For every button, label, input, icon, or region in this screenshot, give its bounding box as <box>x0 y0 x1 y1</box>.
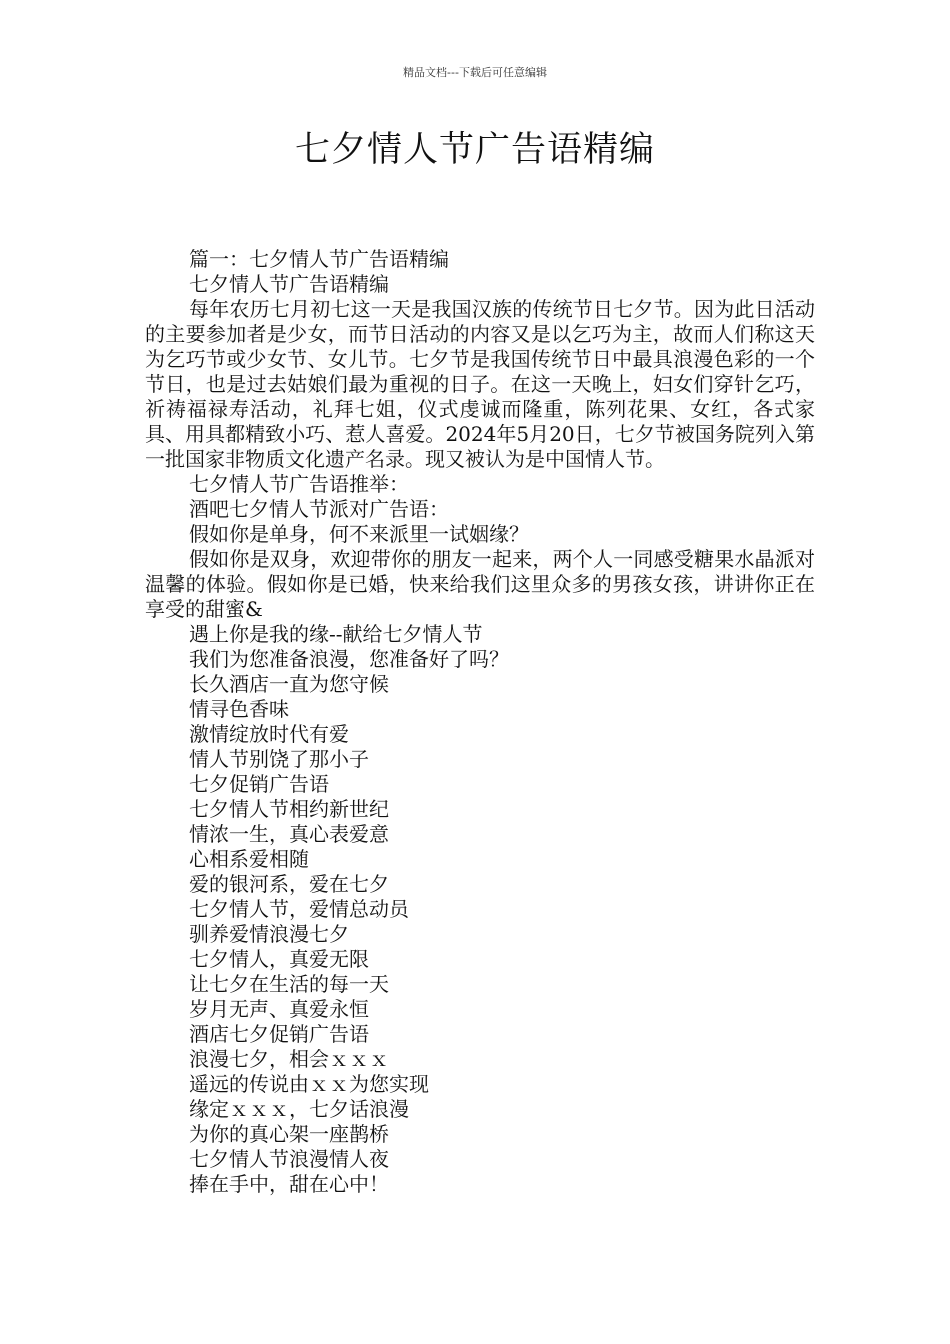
document-title: 七夕情人节广告语精编 <box>294 130 655 170</box>
page-header: 精品文档---下载后可任意编辑 <box>403 66 547 79</box>
section-heading: 篇一：七夕情人节广告语精编 <box>189 247 449 271</box>
slogan-line: 为你的真心架一座鹊桥 <box>189 1122 389 1146</box>
slogan-line: 驯养爱情浪漫七夕 <box>189 922 349 946</box>
slogan-line: 情浓一生，真心表爱意 <box>189 822 389 846</box>
subheading: 七夕情人节广告语精编 <box>189 272 389 296</box>
couple-paragraph: 假如你是双身，欢迎带你的朋友一起来，两个人一同感受糖果水晶派对温馨的体验。假如你是已婚，快来给我们这里众多的男孩女孩，讲讲你正在享受的甜蜜& <box>145 547 815 621</box>
slogan-line: 捧在手中，甜在心中！ <box>189 1172 389 1196</box>
slogan-line: 爱的银河系，爱在七夕 <box>189 872 389 896</box>
slogan-line: 激情绽放时代有爱 <box>189 722 349 746</box>
document-body <box>145 247 815 1197</box>
slogan-line: 七夕情人节，爱情总动员 <box>189 897 409 921</box>
slogan-line: 我们为您准备浪漫，您准备好了吗？ <box>189 647 509 671</box>
slogan-line: 遇上你是我的缘--献给七夕情人节 <box>189 622 483 646</box>
slogan-line: 缘定ｘｘｘ，七夕话浪漫 <box>189 1097 409 1121</box>
slogan-line: 岁月无声、真爱永恒 <box>189 997 369 1021</box>
slogan-line: 情人节别饶了那小子 <box>189 747 369 771</box>
slogan-line: 七夕促销广告语 <box>189 772 329 796</box>
slogan-line: 心相系爱相随 <box>189 847 309 871</box>
slogan-line: 长久酒店一直为您守候 <box>189 672 389 696</box>
intro-paragraph: 每年农历七月初七这一天是我国汉族的传统节日七夕节。因为此日活动的主要参加者是少女，而节日活动的内容又是以乞巧为主，故而人们称这天为乞巧节或少女节、女儿节。七夕节是我国传统节日中最具浪漫色彩的一个节日，也是过去姑娘们最为重视的日子。在这一天晚上，妇女们穿针乞巧，祈祷福禄寿活动，礼拜七姐，仪式虔诚而隆重，陈列花果、女红，各式家具、用具都精致小巧、惹人喜爱。2024年5月20日，七夕节被国务院列入第一批国家非物质文化遗产名录。现又被认为是中国情人节。 <box>145 297 815 471</box>
recommend-heading: 七夕情人节广告语推举： <box>189 472 409 496</box>
slogan-line: 情寻色香味 <box>189 697 289 721</box>
bar-slogan-heading: 酒吧七夕情人节派对广告语： <box>189 497 449 521</box>
slogan-line: 浪漫七夕，相会ｘｘｘ <box>189 1047 389 1071</box>
slogan-line: 七夕情人节浪漫情人夜 <box>189 1147 389 1171</box>
slogan-line: 酒店七夕促销广告语 <box>189 1022 369 1046</box>
single-slogan-line: 假如你是单身，何不来派里一试姻缘？ <box>189 522 529 546</box>
slogan-line: 七夕情人，真爱无限 <box>189 947 369 971</box>
slogan-line: 遥远的传说由ｘｘ为您实现 <box>189 1072 429 1096</box>
slogan-line: 让七夕在生活的每一天 <box>189 972 389 996</box>
slogan-line: 七夕情人节相约新世纪 <box>189 797 389 821</box>
slogan-list <box>145 622 815 1197</box>
